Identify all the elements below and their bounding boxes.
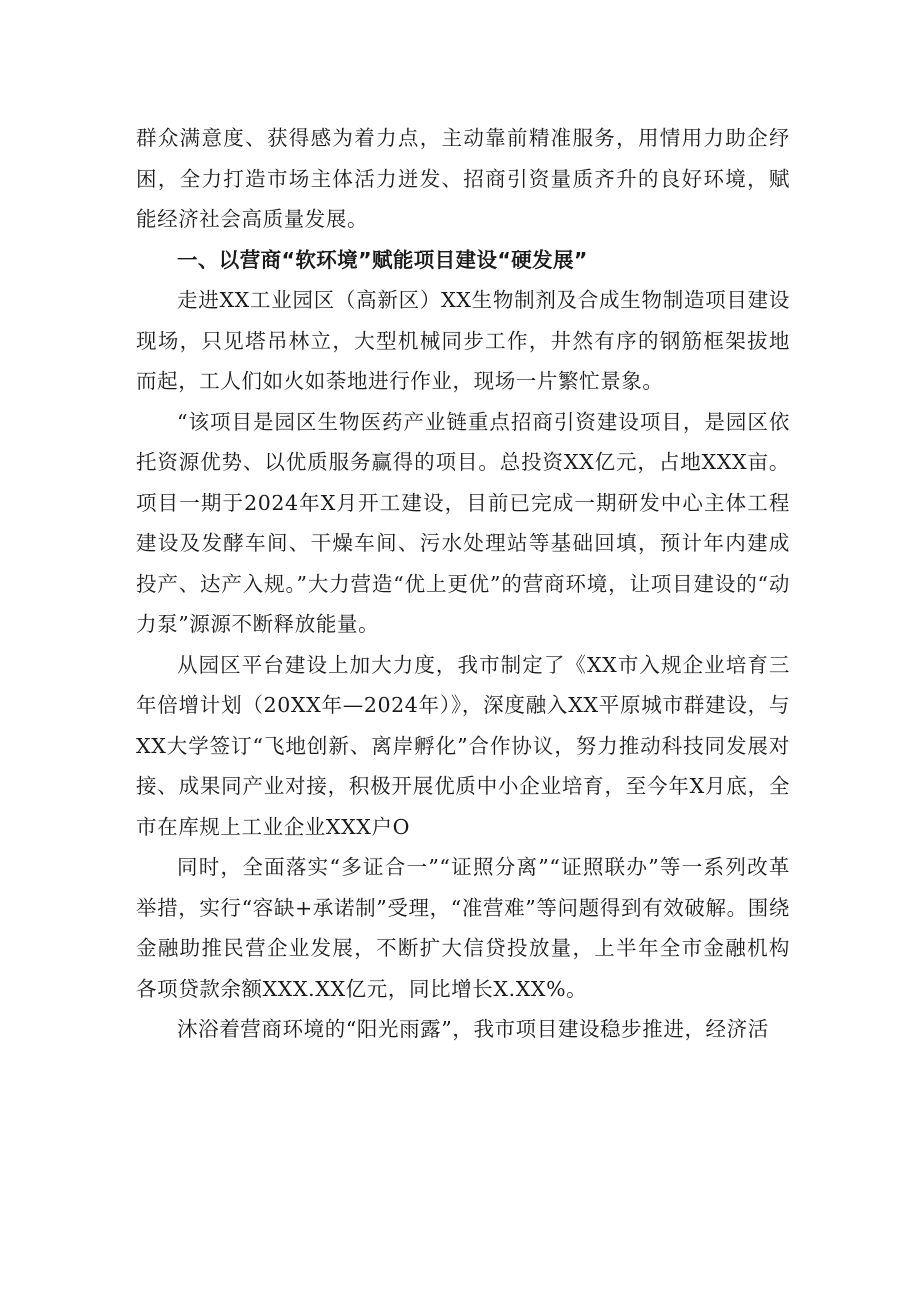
section-heading: 一、以营商“软环境”赋能项目建设“硬发展”: [177, 247, 588, 272]
paragraph-continued: 群众满意度、获得感为着力点，主动靠前精准服务，用情用力助企纾困，全力打造市场主体活力迸发、招商引资量质齐升的良好环境，赋能经济社会高质量发展。: [136, 126, 790, 231]
paragraph-5: 沐浴着营商环境的“阳光雨露”，我市项目建设稳步推进，经济活: [177, 1017, 769, 1041]
document-body: [136, 118, 790, 1050]
paragraph-3: 从园区平台建设上加大力度，我市制定了《XX市入规企业培育三年倍增计划（20XX年—2024年）》，深度融入XX平原城市群建设，与XX大学签订“飞地创新、离岸孵化”合作协议，努力推动科技同发展对接、成果同产业对接，积极开展优质中小企业培育，至今年X月底，全市在库规上工业企业XXX户O: [136, 652, 790, 839]
paragraph-1: 走进XX工业园区（高新区）XX生物制剂及合成生物制造项目建设现场，只见塔吊林立，大型机械同步工作，井然有序的钢筋框架拔地而起，工人们如火如荼地进行作业，现场一片繁忙景象。: [136, 288, 790, 393]
paragraph-4: 同时，全面落实“多证合一”“证照分离”“证照联办”等一系列改革举措，实行“容缺+承诺制”受理，“准营难”等问题得到有效破解。围绕金融助推民营企业发展，不断扩大信贷投放量，上半年全市金融机构各项贷款余额XXX.XX亿元，同比增长X.XX%。: [136, 855, 790, 1001]
paragraph-2: “该项目是园区生物医药产业链重点招商引资建设项目，是园区依托资源优势、以优质服务赢得的项目。总投资XX亿元，占地XXX亩。项目一期于2024年X月开工建设，目前已完成一期研发中心主体工程建设及发酵车间、干燥车间、污水处理站等基础回填，预计年内建成投产、达产入规。”大力营造“优上更优”的营商环境，让项目建设的“动力泵”源源不断释放能量。: [136, 409, 790, 636]
